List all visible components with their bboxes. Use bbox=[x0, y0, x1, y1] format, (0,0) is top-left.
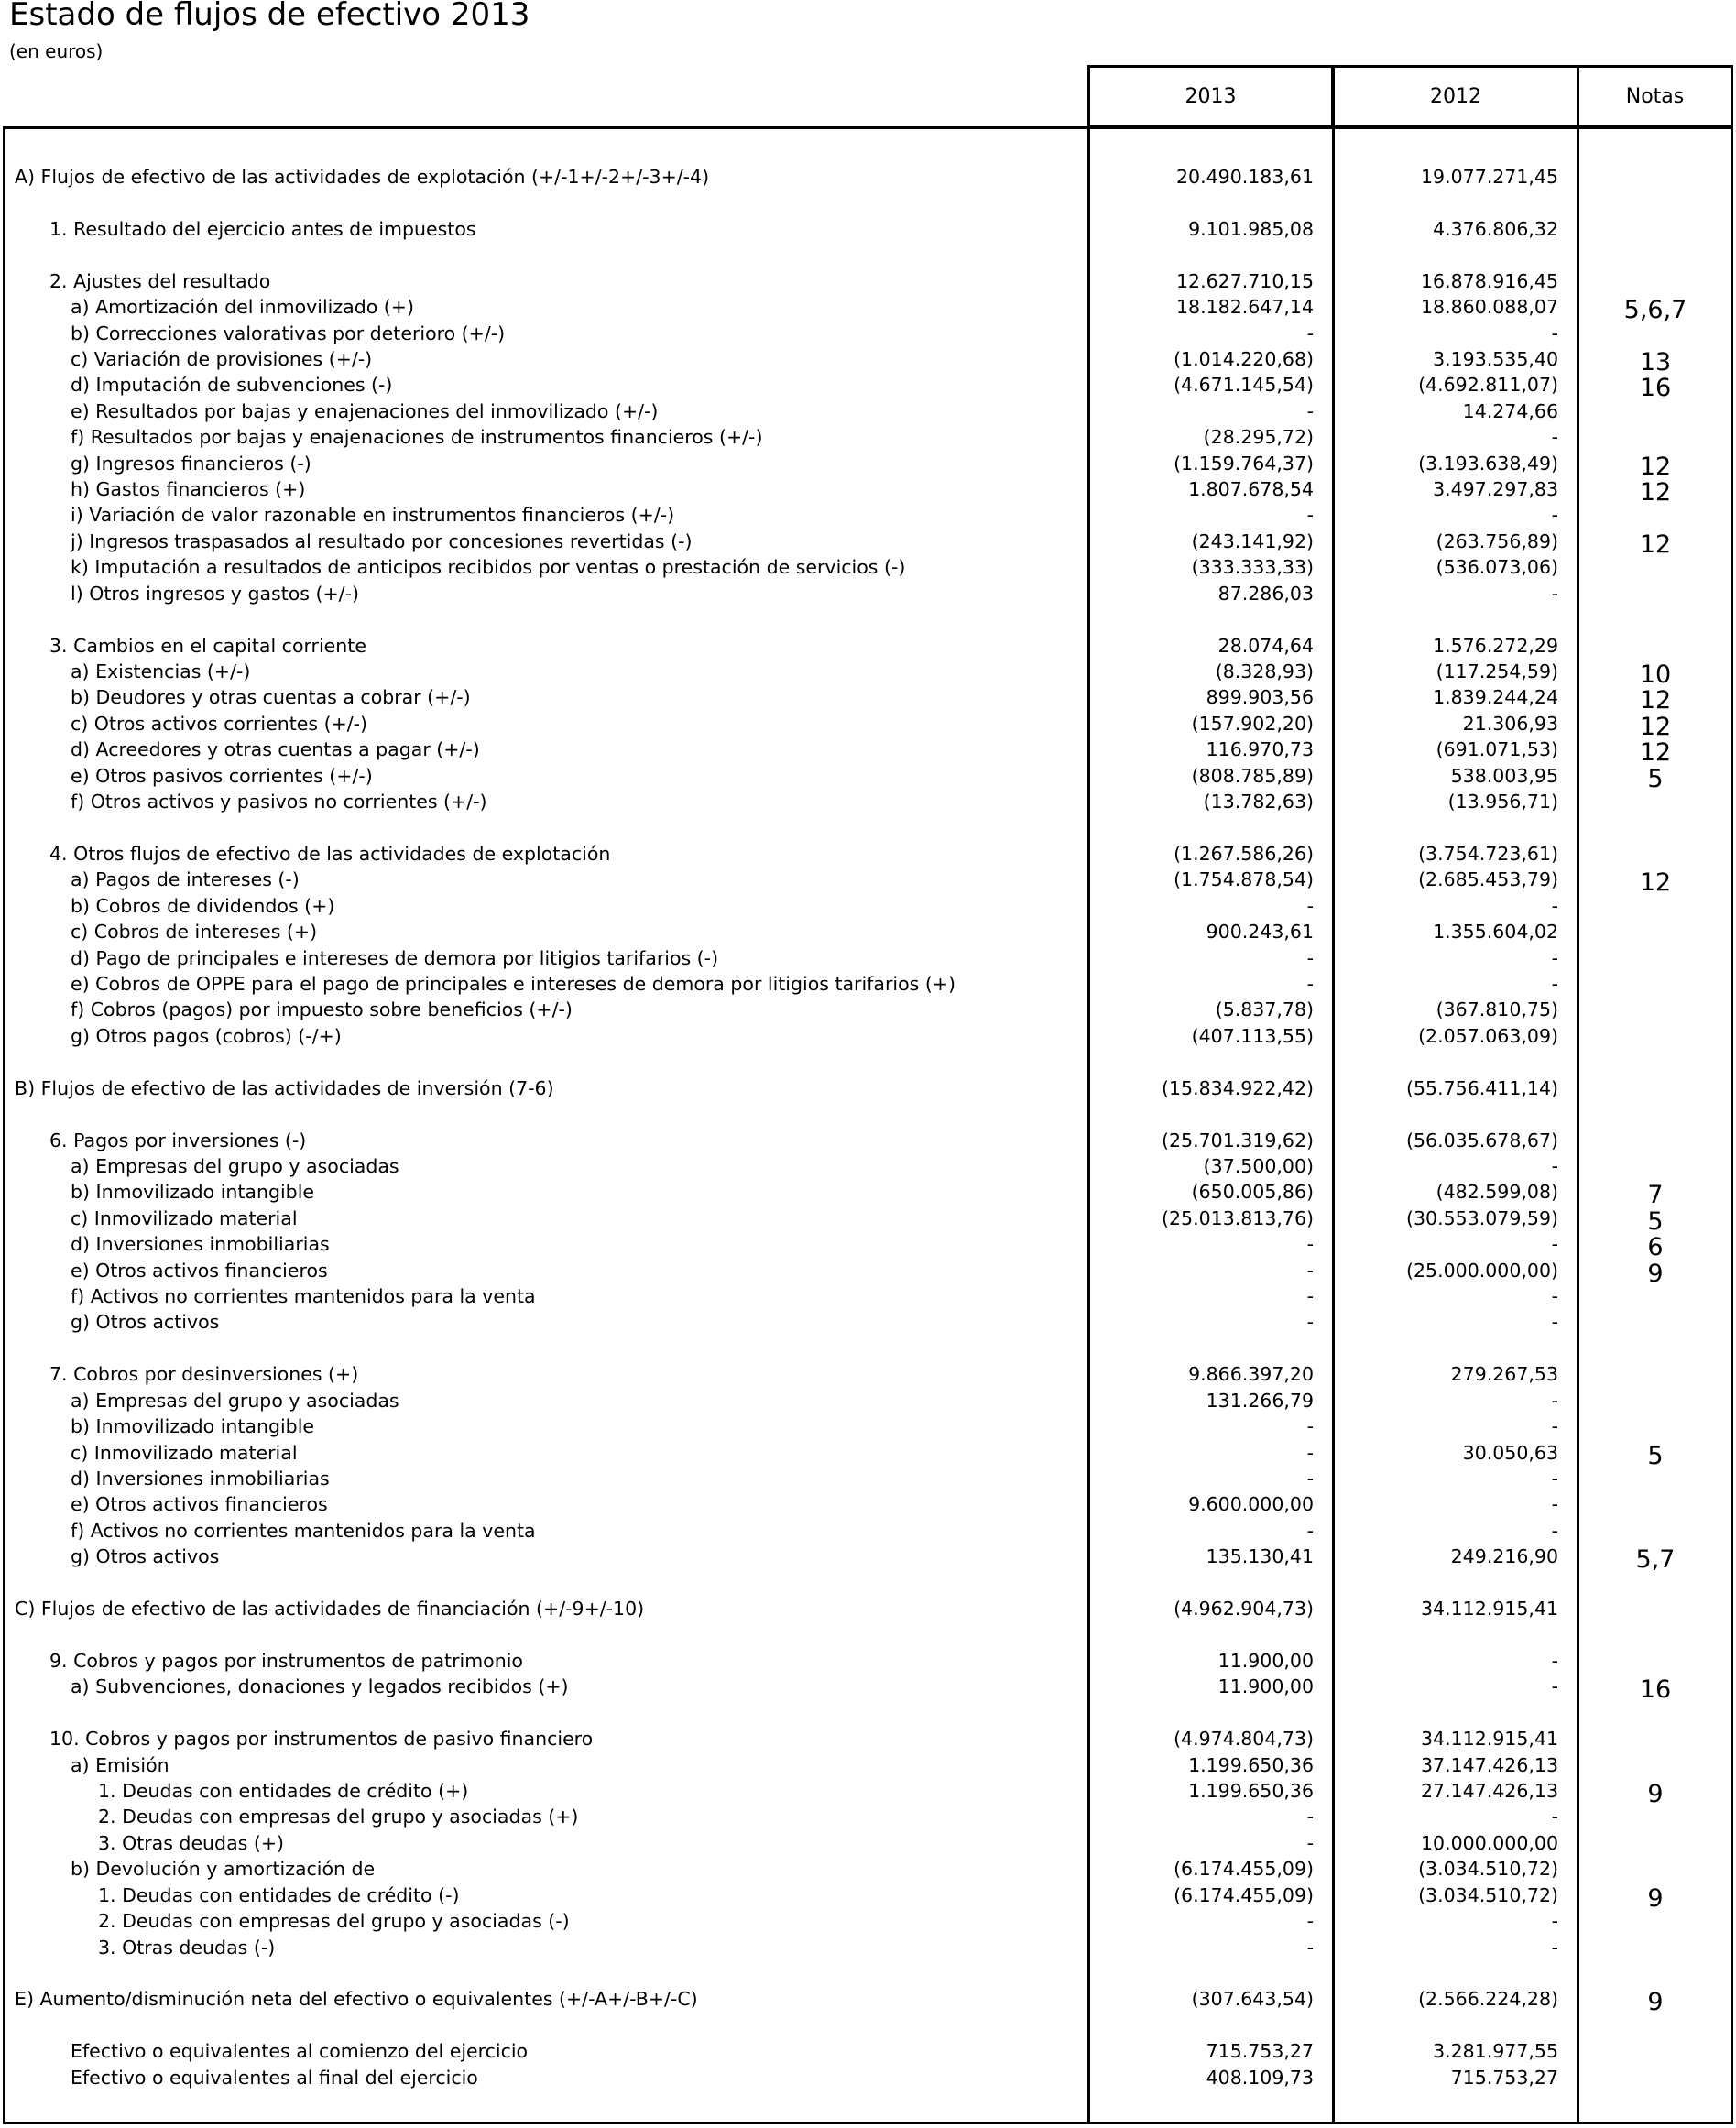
row-label: j) Ingresos traspasados al resultado por concesiones revertidas (-) bbox=[71, 529, 693, 552]
value-2012: - bbox=[1551, 1649, 1558, 1672]
value-2012: - bbox=[1551, 1415, 1558, 1438]
value-2013: (307.643,54) bbox=[1191, 1988, 1314, 2011]
table-row bbox=[0, 945, 1736, 971]
note-reference: 6 bbox=[1647, 1233, 1664, 1262]
note-reference: 5 bbox=[1647, 764, 1664, 793]
value-2013: 28.074,64 bbox=[1217, 634, 1314, 657]
value-2013: 11.900,00 bbox=[1217, 1649, 1314, 1672]
value-2012: 1.355.604,02 bbox=[1433, 921, 1558, 944]
row-label: c) Cobros de intereses (+) bbox=[71, 921, 318, 944]
value-2012: (3.754.723,61) bbox=[1418, 842, 1558, 865]
value-2013: 900.243,61 bbox=[1206, 921, 1314, 944]
row-label: a) Empresas del grupo y asociadas bbox=[71, 1154, 399, 1177]
value-2012: - bbox=[1551, 1519, 1558, 1542]
table-row bbox=[0, 1518, 1736, 1544]
value-2012: - bbox=[1551, 504, 1558, 527]
row-label: d) Inversiones inmobiliarias bbox=[71, 1468, 330, 1490]
row-label: e) Otros pasivos corrientes (+/-) bbox=[71, 764, 373, 787]
value-2013: (333.333,33) bbox=[1191, 556, 1314, 579]
value-2013: 9.866.397,20 bbox=[1188, 1363, 1314, 1386]
row-label: b) Inmovilizado intangible bbox=[71, 1415, 314, 1438]
row-label: f) Resultados por bajas y enajenaciones de instrumentos financieros (+/-) bbox=[71, 426, 763, 449]
currency-note: (en euros) bbox=[9, 40, 104, 62]
row-label: B) Flujos de efectivo de las actividades de inversión (7-6) bbox=[15, 1076, 554, 1099]
value-2012: 18.860.088,07 bbox=[1421, 296, 1558, 319]
row-label: Efectivo o equivalentes al comienzo del ejercicio bbox=[71, 2040, 529, 2063]
table-row bbox=[0, 867, 1736, 898]
table-row bbox=[0, 711, 1736, 741]
row-label: 3. Otras deudas (-) bbox=[98, 1936, 276, 1959]
value-2013: (4.974.804,73) bbox=[1174, 1728, 1314, 1751]
row-label: k) Imputación a resultados de anticipos recibidos por ventas o prestación de servicios (-) bbox=[71, 556, 906, 579]
value-2013: 18.182.647,14 bbox=[1176, 296, 1314, 319]
value-2013: - bbox=[1306, 322, 1314, 344]
value-2013: (15.834.922,42) bbox=[1162, 1076, 1314, 1099]
value-2013: (407.113,55) bbox=[1191, 1024, 1314, 1047]
row-label: 3. Cambios en el capital corriente bbox=[49, 634, 366, 657]
value-2012: - bbox=[1551, 1675, 1558, 1698]
value-2013: - bbox=[1306, 946, 1314, 969]
row-label: a) Amortización del inmovilizado (+) bbox=[71, 296, 414, 319]
table-row bbox=[0, 372, 1736, 403]
value-2013: (13.782,63) bbox=[1203, 791, 1314, 813]
header-2012: 2012 bbox=[1332, 65, 1579, 128]
row-label: A) Flujos de efectivo de las actividades de explotación (+/-1+/-2+/-3+/-4) bbox=[15, 166, 710, 188]
value-2013: 9.600.000,00 bbox=[1188, 1493, 1314, 1516]
value-2012: (2.685.453,79) bbox=[1418, 868, 1558, 891]
value-2013: (4.671.145,54) bbox=[1174, 374, 1314, 397]
table-row bbox=[0, 398, 1736, 424]
note-reference: 12 bbox=[1639, 686, 1672, 715]
row-label: f) Activos no corrientes mantenidos para la venta bbox=[71, 1285, 536, 1308]
value-2012: 30.050,63 bbox=[1462, 1441, 1558, 1464]
table-row bbox=[0, 1830, 1736, 1856]
value-2013: - bbox=[1306, 1806, 1314, 1828]
value-2012: 249.216,90 bbox=[1450, 1545, 1558, 1568]
table-row bbox=[0, 1231, 1736, 1262]
value-2012: - bbox=[1551, 582, 1558, 605]
value-2012: 10.000.000,00 bbox=[1421, 1831, 1558, 1854]
value-2013: 1.807.678,54 bbox=[1188, 478, 1314, 501]
table-row bbox=[0, 1206, 1736, 1236]
table-row bbox=[0, 424, 1736, 450]
value-2012: 27.147.426,13 bbox=[1421, 1780, 1558, 1803]
row-label: b) Correcciones valorativas por deterioro (+/-) bbox=[71, 322, 506, 344]
value-2012: (3.193.638,49) bbox=[1418, 452, 1558, 475]
value-2013: 1.199.650,36 bbox=[1188, 1780, 1314, 1803]
value-2013: (28.295,72) bbox=[1203, 426, 1314, 449]
value-2013: (6.174.455,09) bbox=[1174, 1883, 1314, 1906]
table-row bbox=[0, 684, 1736, 715]
value-2012: (482.599,08) bbox=[1436, 1181, 1558, 1204]
note-reference: 16 bbox=[1639, 374, 1672, 403]
value-2013: 131.266,79 bbox=[1206, 1389, 1314, 1412]
value-2013: 11.900,00 bbox=[1217, 1675, 1314, 1698]
value-2012: 19.077.271,45 bbox=[1421, 166, 1558, 188]
table-row bbox=[0, 1986, 1736, 2017]
value-2012: - bbox=[1551, 322, 1558, 344]
value-2012: 34.112.915,41 bbox=[1421, 1728, 1558, 1751]
value-2012: - bbox=[1551, 894, 1558, 917]
value-2012: - bbox=[1551, 1493, 1558, 1516]
row-label: g) Otros activos bbox=[71, 1311, 220, 1334]
row-label: d) Pago de principales e intereses de demora por litigios tarifarios (-) bbox=[71, 946, 719, 969]
value-2012: (56.035.678,67) bbox=[1406, 1129, 1558, 1151]
value-2012: 37.147.426,13 bbox=[1421, 1753, 1558, 1776]
value-2012: (4.692.811,07) bbox=[1418, 374, 1558, 397]
table-row bbox=[0, 763, 1736, 793]
note-reference: 5 bbox=[1647, 1441, 1664, 1470]
row-label: 1. Deudas con entidades de crédito (+) bbox=[98, 1780, 469, 1803]
table-row bbox=[0, 554, 1736, 580]
value-2012: (263.756,89) bbox=[1436, 529, 1558, 552]
table-row bbox=[0, 1440, 1736, 1470]
row-label: 6. Pagos por inversiones (-) bbox=[49, 1129, 307, 1151]
value-2012: 715.753,27 bbox=[1450, 2066, 1558, 2089]
table-row bbox=[0, 216, 1736, 242]
row-label: f) Otros activos y pasivos no corrientes (+/-) bbox=[71, 791, 487, 813]
value-2013: (157.902,20) bbox=[1191, 712, 1314, 735]
value-2012: 3.497.297,83 bbox=[1433, 478, 1558, 501]
row-label: c) Inmovilizado material bbox=[71, 1441, 298, 1464]
value-2013: 12.627.710,15 bbox=[1176, 269, 1314, 292]
value-2013: - bbox=[1306, 973, 1314, 996]
value-2013: (1.014.220,68) bbox=[1174, 347, 1314, 370]
row-label: b) Inmovilizado intangible bbox=[71, 1181, 314, 1204]
value-2013: (4.962.904,73) bbox=[1174, 1598, 1314, 1621]
value-2013: - bbox=[1306, 399, 1314, 422]
row-label: a) Emisión bbox=[71, 1753, 169, 1776]
value-2012: (2.566.224,28) bbox=[1418, 1988, 1558, 2011]
row-label: 2. Deudas con empresas del grupo y asociadas (-) bbox=[98, 1910, 570, 1933]
value-2012: - bbox=[1551, 1806, 1558, 1828]
table-row bbox=[0, 2065, 1736, 2090]
table-row bbox=[0, 346, 1736, 376]
value-2013: - bbox=[1306, 1936, 1314, 1959]
value-2012: 34.112.915,41 bbox=[1421, 1598, 1558, 1621]
note-reference: 12 bbox=[1639, 868, 1672, 898]
value-2013: - bbox=[1306, 1831, 1314, 1854]
row-label: C) Flujos de efectivo de las actividades de financiación (+/-9+/-10) bbox=[15, 1598, 645, 1621]
table-row bbox=[0, 1309, 1736, 1335]
note-reference: 12 bbox=[1639, 478, 1672, 507]
value-2012: (13.956,71) bbox=[1447, 791, 1558, 813]
value-2013: (1.267.586,26) bbox=[1174, 842, 1314, 865]
table-row bbox=[0, 1726, 1736, 1752]
value-2012: - bbox=[1551, 426, 1558, 449]
row-label: e) Otros activos financieros bbox=[71, 1259, 328, 1282]
value-2012: - bbox=[1551, 1311, 1558, 1334]
row-label: 7. Cobros por desinversiones (+) bbox=[49, 1363, 359, 1386]
row-label: a) Empresas del grupo y asociadas bbox=[71, 1389, 399, 1412]
table-row bbox=[0, 1648, 1736, 1674]
value-2012: 4.376.806,32 bbox=[1433, 217, 1558, 240]
table-row bbox=[0, 1491, 1736, 1517]
row-label: e) Resultados por bajas y enajenaciones del inmovilizado (+/-) bbox=[71, 399, 659, 422]
value-2012: (3.034.510,72) bbox=[1418, 1858, 1558, 1881]
value-2013: - bbox=[1306, 1311, 1314, 1334]
table-row bbox=[0, 451, 1736, 481]
value-2012: - bbox=[1551, 1285, 1558, 1308]
table-row bbox=[0, 1674, 1736, 1705]
row-label: e) Cobros de OPPE para el pago de principales e intereses de demora por litigios tarifarios (+) bbox=[71, 973, 955, 996]
table-row bbox=[0, 294, 1736, 325]
value-2013: (8.328,93) bbox=[1215, 660, 1314, 682]
value-2013: - bbox=[1306, 1285, 1314, 1308]
row-label: 2. Ajustes del resultado bbox=[49, 269, 271, 292]
value-2012: (117.254,59) bbox=[1436, 660, 1558, 682]
row-label: b) Devolución y amortización de bbox=[71, 1858, 376, 1881]
table-row bbox=[0, 841, 1736, 867]
table-row bbox=[0, 1752, 1736, 1778]
value-2013: (808.785,89) bbox=[1191, 764, 1314, 787]
value-2012: - bbox=[1551, 1910, 1558, 1933]
value-2013: 87.286,03 bbox=[1217, 582, 1314, 605]
row-label: a) Existencias (+/-) bbox=[71, 660, 251, 682]
table-row bbox=[0, 1075, 1736, 1101]
table-row bbox=[0, 633, 1736, 659]
value-2013: 899.903,56 bbox=[1206, 686, 1314, 709]
value-2013: - bbox=[1306, 1233, 1314, 1256]
value-2013: (37.500,00) bbox=[1203, 1154, 1314, 1177]
value-2012: - bbox=[1551, 946, 1558, 969]
value-2013: - bbox=[1306, 1415, 1314, 1438]
note-reference: 9 bbox=[1647, 1259, 1664, 1288]
row-label: Efectivo o equivalentes al final del ejercicio bbox=[71, 2066, 478, 2089]
header-notas: Notas bbox=[1577, 65, 1733, 128]
value-2013: 135.130,41 bbox=[1206, 1545, 1314, 1568]
row-label: d) Acreedores y otras cuentas a pagar (+/-) bbox=[71, 738, 480, 761]
row-label: i) Variación de valor razonable en instrumentos financieros (+/-) bbox=[71, 504, 675, 527]
note-reference: 12 bbox=[1639, 529, 1672, 559]
row-label: a) Subvenciones, donaciones y legados recibidos (+) bbox=[71, 1675, 569, 1698]
value-2012: - bbox=[1551, 1233, 1558, 1256]
note-reference: 16 bbox=[1639, 1675, 1672, 1705]
row-label: 9. Cobros y pagos por instrumentos de patrimonio bbox=[49, 1649, 523, 1672]
row-label: 3. Otras deudas (+) bbox=[98, 1831, 284, 1854]
row-label: 4. Otros flujos de efectivo de las actividades de explotación bbox=[49, 842, 611, 865]
value-2013: (6.174.455,09) bbox=[1174, 1858, 1314, 1881]
value-2012: - bbox=[1551, 973, 1558, 996]
value-2013: 116.970,73 bbox=[1206, 738, 1314, 761]
value-2012: 1.576.272,29 bbox=[1433, 634, 1558, 657]
table-row bbox=[0, 737, 1736, 768]
row-label: d) Inversiones inmobiliarias bbox=[71, 1233, 330, 1256]
row-label: c) Otros activos corrientes (+/-) bbox=[71, 712, 368, 735]
row-label: f) Cobros (pagos) por impuesto sobre beneficios (+/-) bbox=[71, 999, 573, 1021]
value-2012: 279.267,53 bbox=[1450, 1363, 1558, 1386]
table-row bbox=[0, 1413, 1736, 1439]
row-label: b) Cobros de dividendos (+) bbox=[71, 894, 335, 917]
page-title: Estado de flujos de efectivo 2013 bbox=[9, 0, 530, 33]
value-2013: 20.490.183,61 bbox=[1176, 166, 1314, 188]
table-row bbox=[0, 1882, 1736, 1913]
value-2013: - bbox=[1306, 1468, 1314, 1490]
value-2012: 1.839.244,24 bbox=[1433, 686, 1558, 709]
note-reference: 7 bbox=[1647, 1181, 1664, 1210]
value-2013: (1.754.878,54) bbox=[1174, 868, 1314, 891]
note-reference: 13 bbox=[1639, 347, 1672, 376]
value-2012: 3.193.535,40 bbox=[1433, 347, 1558, 370]
header-2013: 2013 bbox=[1087, 65, 1334, 128]
table-row bbox=[0, 476, 1736, 507]
table-row bbox=[0, 1935, 1736, 1960]
row-label: E) Aumento/disminución neta del efectivo o equivalentes (+/-A+/-B+/-C) bbox=[15, 1988, 698, 2011]
table-row bbox=[0, 2038, 1736, 2064]
row-label: g) Otros activos bbox=[71, 1545, 220, 1568]
table-row bbox=[0, 893, 1736, 919]
table-row bbox=[0, 1778, 1736, 1809]
row-label: l) Otros ingresos y gastos (+/-) bbox=[71, 582, 359, 605]
note-reference: 5,6,7 bbox=[1623, 296, 1687, 325]
value-2012: - bbox=[1551, 1389, 1558, 1412]
table-row bbox=[0, 1361, 1736, 1387]
value-2013: (5.837,78) bbox=[1215, 999, 1314, 1021]
table-row bbox=[0, 164, 1736, 190]
table-row bbox=[0, 1908, 1736, 1934]
table-row bbox=[0, 268, 1736, 294]
row-label: g) Ingresos financieros (-) bbox=[71, 452, 311, 475]
value-2012: (367.810,75) bbox=[1436, 999, 1558, 1021]
value-2013: - bbox=[1306, 1441, 1314, 1464]
table-row bbox=[0, 1856, 1736, 1882]
table-row bbox=[0, 971, 1736, 997]
value-2013: - bbox=[1306, 894, 1314, 917]
row-label: e) Otros activos financieros bbox=[71, 1493, 328, 1516]
value-2013: 1.199.650,36 bbox=[1188, 1753, 1314, 1776]
value-2012: 3.281.977,55 bbox=[1433, 2040, 1558, 2063]
row-label: c) Inmovilizado material bbox=[71, 1206, 298, 1229]
note-reference: 9 bbox=[1647, 1988, 1664, 2017]
table-row bbox=[0, 581, 1736, 606]
note-reference: 9 bbox=[1647, 1780, 1664, 1809]
table-row bbox=[0, 1804, 1736, 1829]
value-2012: (3.034.510,72) bbox=[1418, 1883, 1558, 1906]
row-label: h) Gastos financieros (+) bbox=[71, 478, 306, 501]
note-reference: 9 bbox=[1647, 1883, 1664, 1913]
table-row bbox=[0, 919, 1736, 944]
value-2012: 21.306,93 bbox=[1462, 712, 1558, 735]
note-reference: 12 bbox=[1639, 738, 1672, 768]
table-row bbox=[0, 1466, 1736, 1491]
table-row bbox=[0, 502, 1736, 528]
row-label: 10. Cobros y pagos por instrumentos de pasivo financiero bbox=[49, 1728, 594, 1751]
value-2012: (536.073,06) bbox=[1436, 556, 1558, 579]
row-label: c) Variación de provisiones (+/-) bbox=[71, 347, 373, 370]
value-2013: (243.141,92) bbox=[1191, 529, 1314, 552]
value-2012: - bbox=[1551, 1154, 1558, 1177]
value-2012: 538.003,95 bbox=[1450, 764, 1558, 787]
value-2013: (1.159.764,37) bbox=[1174, 452, 1314, 475]
note-reference: 5 bbox=[1647, 1206, 1664, 1236]
value-2012: - bbox=[1551, 1468, 1558, 1490]
table-row bbox=[0, 1544, 1736, 1575]
row-label: 1. Resultado del ejercicio antes de impuestos bbox=[49, 217, 476, 240]
value-2013: - bbox=[1306, 1910, 1314, 1933]
row-label: b) Deudores y otras cuentas a cobrar (+/-) bbox=[71, 686, 471, 709]
value-2012: (691.071,53) bbox=[1436, 738, 1558, 761]
table-row bbox=[0, 1596, 1736, 1621]
table-row bbox=[0, 1258, 1736, 1288]
value-2013: 408.109,73 bbox=[1206, 2066, 1314, 2089]
value-2012: (2.057.063,09) bbox=[1418, 1024, 1558, 1047]
table-row bbox=[0, 997, 1736, 1022]
note-reference: 12 bbox=[1639, 452, 1672, 481]
note-reference: 5,7 bbox=[1635, 1545, 1676, 1575]
value-2012: - bbox=[1551, 1936, 1558, 1959]
table-row bbox=[0, 1283, 1736, 1309]
value-2013: (25.013.813,76) bbox=[1162, 1206, 1314, 1229]
table-row bbox=[0, 1179, 1736, 1210]
value-2012: (25.000.000,00) bbox=[1406, 1259, 1558, 1282]
table-row bbox=[0, 529, 1736, 559]
note-reference: 12 bbox=[1639, 712, 1672, 741]
table-row bbox=[0, 659, 1736, 689]
table-row bbox=[0, 1128, 1736, 1153]
table-row bbox=[0, 1388, 1736, 1413]
table-row bbox=[0, 1153, 1736, 1179]
row-label: 1. Deudas con entidades de crédito (-) bbox=[98, 1883, 460, 1906]
value-2012: 16.878.916,45 bbox=[1421, 269, 1558, 292]
table-row bbox=[0, 1023, 1736, 1049]
table-row bbox=[0, 789, 1736, 814]
value-2012: (55.756.411,14) bbox=[1406, 1076, 1558, 1099]
value-2012: 14.274,66 bbox=[1462, 399, 1558, 422]
row-label: d) Imputación de subvenciones (-) bbox=[71, 374, 393, 397]
value-2013: 9.101.985,08 bbox=[1188, 217, 1314, 240]
row-label: g) Otros pagos (cobros) (-/+) bbox=[71, 1024, 342, 1047]
value-2013: - bbox=[1306, 1519, 1314, 1542]
value-2013: (25.701.319,62) bbox=[1162, 1129, 1314, 1151]
row-label: a) Pagos de intereses (-) bbox=[71, 868, 300, 891]
row-label: 2. Deudas con empresas del grupo y asociadas (+) bbox=[98, 1806, 579, 1828]
value-2012: (30.553.079,59) bbox=[1406, 1206, 1558, 1229]
row-label: f) Activos no corrientes mantenidos para la venta bbox=[71, 1519, 536, 1542]
value-2013: - bbox=[1306, 1259, 1314, 1282]
value-2013: (650.005,86) bbox=[1191, 1181, 1314, 1204]
note-reference: 10 bbox=[1639, 660, 1672, 689]
value-2013: - bbox=[1306, 504, 1314, 527]
table-row bbox=[0, 321, 1736, 346]
value-2013: 715.753,27 bbox=[1206, 2040, 1314, 2063]
